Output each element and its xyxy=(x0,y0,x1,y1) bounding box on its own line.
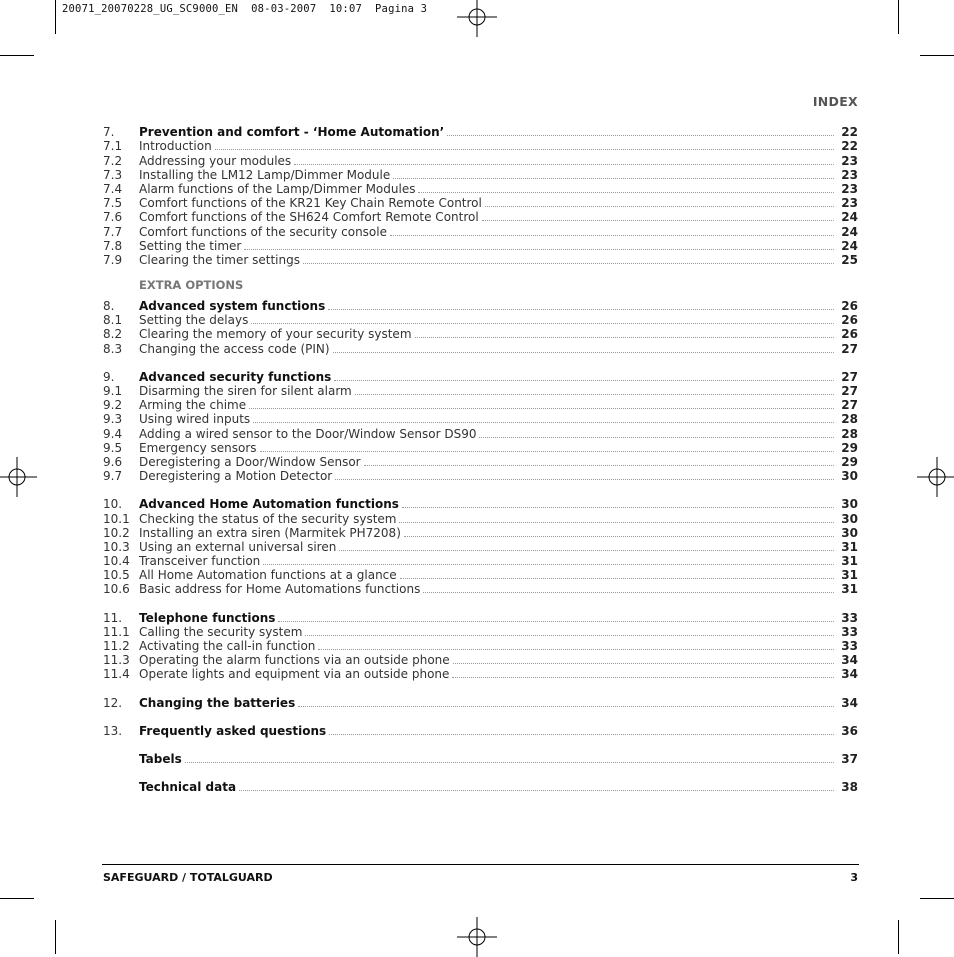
toc-page-number: 34 xyxy=(841,695,858,710)
toc-page-number: 36 xyxy=(841,723,858,738)
toc-leader xyxy=(329,734,834,735)
section-label-extra-options: EXTRA OPTIONS xyxy=(139,277,244,292)
toc-leader xyxy=(482,220,834,221)
toc-chapter-entry[interactable] xyxy=(103,610,858,624)
toc-leader xyxy=(485,206,834,207)
toc-page-number: 26 xyxy=(841,313,858,328)
toc-leader xyxy=(244,249,834,250)
toc-leader xyxy=(305,635,834,636)
toc-title: Introduction xyxy=(139,139,212,154)
toc-page-number: 23 xyxy=(841,167,858,182)
toc-number: 11. xyxy=(103,610,123,625)
toc-page-number: 24 xyxy=(841,210,858,225)
toc-title: Addressing your modules xyxy=(139,153,292,168)
toc-number: 11.4 xyxy=(103,667,130,682)
toc-number: 10.2 xyxy=(103,525,130,540)
crop-mark xyxy=(0,898,34,899)
toc-title: Telephone functions xyxy=(139,610,276,625)
toc-title: Comfort functions of the KR21 Key Chain Remote Control xyxy=(139,196,482,211)
group-spacer xyxy=(103,596,858,610)
toc-title: All Home Automation functions at a glance xyxy=(139,568,397,583)
footer-divider xyxy=(102,864,859,865)
toc-leader xyxy=(278,621,834,622)
toc-title: Installing the LM12 Lamp/Dimmer Module xyxy=(139,167,391,182)
toc-page-number: 24 xyxy=(841,224,858,239)
toc-entry[interactable] xyxy=(103,384,858,398)
toc-title: Frequently asked questions xyxy=(139,723,327,738)
toc-entry[interactable] xyxy=(103,224,858,238)
toc-number: 9.5 xyxy=(103,440,123,455)
page-title: INDEX xyxy=(812,94,858,109)
toc-leader xyxy=(415,337,834,338)
group-spacer xyxy=(103,710,858,724)
toc-page-number: 31 xyxy=(841,554,858,569)
toc-title: Advanced security functions xyxy=(139,369,332,384)
toc-page-number: 30 xyxy=(841,525,858,540)
toc-page-number: 33 xyxy=(841,624,858,639)
toc-leader xyxy=(260,451,834,452)
group-spacer xyxy=(103,483,858,497)
toc-leader xyxy=(364,465,834,466)
toc-title: Advanced Home Automation functions xyxy=(139,497,399,512)
toc-chapter-entry[interactable] xyxy=(103,125,858,139)
toc-number: 7.2 xyxy=(103,153,123,168)
toc-entry[interactable] xyxy=(103,526,858,540)
group-spacer xyxy=(103,766,858,780)
toc-title: Setting the timer xyxy=(139,238,242,253)
toc-leader xyxy=(452,677,834,678)
toc-entry[interactable] xyxy=(103,667,858,681)
toc-entry[interactable] xyxy=(103,398,858,412)
footer-brand: SAFEGUARD / TOTALGUARD xyxy=(103,871,273,884)
toc-page-number: 27 xyxy=(841,341,858,356)
crop-mark xyxy=(920,55,954,56)
toc-number: 10.6 xyxy=(103,582,130,597)
toc-title: Changing the access code (PIN) xyxy=(139,341,330,356)
toc-leader xyxy=(185,762,834,763)
toc-page-number: 26 xyxy=(841,299,858,314)
toc-page-number: 29 xyxy=(841,440,858,455)
crop-mark xyxy=(898,920,899,954)
toc-page-number: 22 xyxy=(841,139,858,154)
crop-mark xyxy=(920,898,954,899)
toc-number: 7.4 xyxy=(103,181,123,196)
toc-page-number: 23 xyxy=(841,153,858,168)
toc-leader xyxy=(399,522,834,523)
toc-title: Deregistering a Motion Detector xyxy=(139,469,333,484)
toc-leader xyxy=(303,263,834,264)
toc-leader xyxy=(479,437,834,438)
toc-number: 7.7 xyxy=(103,224,123,239)
toc-title: Comfort functions of the security console xyxy=(139,224,387,239)
toc-page-number: 27 xyxy=(841,369,858,384)
toc-page-number: 23 xyxy=(841,196,858,211)
toc-entry[interactable] xyxy=(103,426,858,440)
toc-page-number: 29 xyxy=(841,454,858,469)
toc-page-number: 22 xyxy=(841,125,858,140)
toc-number: 8.3 xyxy=(103,341,123,356)
toc-entry[interactable] xyxy=(103,469,858,483)
toc-number: 8.2 xyxy=(103,327,123,342)
toc-page-number: 31 xyxy=(841,539,858,554)
toc-number: 9.1 xyxy=(103,384,123,398)
toc-title: Emergency sensors xyxy=(139,440,257,455)
toc-leader xyxy=(298,706,834,707)
toc-leader xyxy=(249,408,834,409)
toc-page-number: 30 xyxy=(841,469,858,484)
toc-title: Calling the security system xyxy=(139,624,303,639)
toc-number: 9.7 xyxy=(103,469,123,484)
toc-chapter-entry[interactable] xyxy=(103,370,858,384)
toc-leader xyxy=(404,536,834,537)
toc-title: Checking the status of the security system xyxy=(139,511,397,526)
toc-title: Disarming the siren for silent alarm xyxy=(139,384,352,398)
toc-leader xyxy=(447,135,834,136)
toc-chapter-entry[interactable] xyxy=(103,299,858,313)
toc-title: Tabels xyxy=(139,751,182,766)
toc-title: Changing the batteries xyxy=(139,695,296,710)
toc-leader xyxy=(215,149,834,150)
crop-mark xyxy=(55,0,56,34)
toc-title: Using wired inputs xyxy=(139,412,251,427)
toc-number: 9.6 xyxy=(103,454,123,469)
toc-chapter-entry[interactable] xyxy=(103,724,858,738)
toc-number: 10. xyxy=(103,497,123,512)
footer-page-number: 3 xyxy=(850,871,858,884)
toc-leader xyxy=(263,564,834,565)
toc-number: 13. xyxy=(103,723,123,738)
toc-page-number: 34 xyxy=(841,653,858,668)
toc-number: 7.9 xyxy=(103,252,123,267)
toc-title: Installing an extra siren (Marmitek PH7208) xyxy=(139,525,401,540)
toc-page-number: 33 xyxy=(841,639,858,653)
toc-page-number: 38 xyxy=(841,780,858,795)
toc-title: Clearing the timer settings xyxy=(139,252,300,267)
toc-title: Basic address for Home Automations functions xyxy=(139,582,421,597)
toc-number: 10.4 xyxy=(103,554,130,569)
toc-entry[interactable] xyxy=(103,441,858,455)
toc-page-number: 37 xyxy=(841,751,858,766)
toc-number: 7.3 xyxy=(103,167,123,182)
toc-number: 8. xyxy=(103,299,115,314)
toc-entry[interactable] xyxy=(103,582,858,596)
toc-number: 7.5 xyxy=(103,196,123,211)
toc-leader xyxy=(400,578,834,579)
toc-chapter-entry[interactable] xyxy=(103,695,858,709)
toc-number: 9.4 xyxy=(103,426,123,441)
group-spacer xyxy=(103,356,858,370)
toc-title: Alarm functions of the Lamp/Dimmer Modules xyxy=(139,181,416,196)
toc-leader xyxy=(253,422,834,423)
toc-number: 7. xyxy=(103,125,115,140)
crop-mark xyxy=(55,920,56,954)
toc-page-number: 34 xyxy=(841,667,858,682)
toc-page-number: 31 xyxy=(841,582,858,597)
toc-title: Setting the delays xyxy=(139,313,249,328)
toc-entry[interactable] xyxy=(103,139,858,153)
toc-entry[interactable] xyxy=(103,568,858,582)
toc-entry[interactable] xyxy=(103,168,858,182)
group-spacer xyxy=(103,681,858,695)
toc-leader xyxy=(390,235,834,236)
toc-entry[interactable] xyxy=(103,210,858,224)
toc-leader xyxy=(335,479,834,480)
toc-number: 11.1 xyxy=(103,624,130,639)
toc-leader xyxy=(355,394,834,395)
toc-number: 10.3 xyxy=(103,539,130,554)
toc-chapter-entry[interactable] xyxy=(103,780,858,794)
toc-entry[interactable] xyxy=(103,182,858,196)
toc-entry[interactable] xyxy=(103,412,858,426)
toc-entry[interactable] xyxy=(103,540,858,554)
toc-leader xyxy=(339,550,834,551)
toc-number: 9.2 xyxy=(103,398,123,413)
toc-leader xyxy=(239,790,834,791)
toc-page-number: 28 xyxy=(841,412,858,427)
toc-leader xyxy=(333,352,834,353)
toc-title: Comfort functions of the SH624 Comfort Remote Control xyxy=(139,210,479,225)
toc-entry[interactable] xyxy=(103,625,858,639)
registration-mark-icon xyxy=(917,457,954,497)
toc-title: Operate lights and equipment via an outside phone xyxy=(139,667,450,682)
crop-mark xyxy=(0,55,34,56)
toc-number: 8.1 xyxy=(103,313,123,328)
registration-mark-icon xyxy=(457,0,497,37)
toc-entry[interactable] xyxy=(103,511,858,525)
toc-leader xyxy=(294,164,834,165)
toc-title: Adding a wired sensor to the Door/Window Sensor DS90 xyxy=(139,426,477,441)
toc-entry[interactable] xyxy=(103,196,858,210)
toc-number: 7.1 xyxy=(103,139,123,154)
toc-entry[interactable] xyxy=(103,239,858,253)
toc-page-number: 31 xyxy=(841,568,858,583)
toc-entry[interactable] xyxy=(103,653,858,667)
toc-entry[interactable] xyxy=(103,153,858,167)
toc-entry[interactable] xyxy=(103,455,858,469)
toc-title: Operating the alarm functions via an outside phone xyxy=(139,653,450,668)
toc-number: 10.5 xyxy=(103,568,130,583)
toc-leader xyxy=(334,380,834,381)
toc-number: 11.2 xyxy=(103,639,130,653)
table-of-contents xyxy=(103,125,858,794)
toc-leader xyxy=(318,649,834,650)
toc-page-number: 23 xyxy=(841,181,858,196)
toc-entry[interactable] xyxy=(103,253,858,267)
toc-entry[interactable] xyxy=(103,639,858,653)
toc-leader xyxy=(423,592,834,593)
toc-title: Clearing the memory of your security system xyxy=(139,327,412,342)
toc-title: Activating the call-in function xyxy=(139,639,316,653)
toc-title: Using an external universal siren xyxy=(139,539,337,554)
print-slug: 20071_20070228_UG_SC9000_EN 08-03-2007 10:07 Pagina 3 xyxy=(62,3,428,15)
toc-title: Advanced system functions xyxy=(139,299,326,314)
toc-number: 7.6 xyxy=(103,210,123,225)
toc-leader xyxy=(418,192,834,193)
toc-page-number: 30 xyxy=(841,511,858,526)
toc-number: 12. xyxy=(103,695,123,710)
crop-mark xyxy=(898,0,899,34)
toc-page-number: 27 xyxy=(841,384,858,398)
toc-title: Technical data xyxy=(139,780,237,795)
toc-number: 7.8 xyxy=(103,238,123,253)
toc-number: 11.3 xyxy=(103,653,130,668)
toc-chapter-entry[interactable] xyxy=(103,497,858,511)
toc-leader xyxy=(328,309,834,310)
toc-entry[interactable] xyxy=(103,341,858,355)
toc-page-number: 27 xyxy=(841,398,858,413)
toc-number: 9. xyxy=(103,369,115,384)
toc-page-number: 28 xyxy=(841,426,858,441)
toc-number: 10.1 xyxy=(103,511,130,526)
toc-entry[interactable] xyxy=(103,554,858,568)
toc-leader xyxy=(251,323,834,324)
toc-title: Deregistering a Door/Window Sensor xyxy=(139,454,361,469)
toc-title: Arming the chime xyxy=(139,398,247,413)
toc-leader xyxy=(453,663,834,664)
toc-page-number: 25 xyxy=(841,252,858,267)
toc-page-number: 33 xyxy=(841,610,858,625)
toc-page-number: 26 xyxy=(841,327,858,342)
toc-entry[interactable] xyxy=(103,327,858,341)
toc-page-number: 30 xyxy=(841,497,858,512)
toc-title: Transceiver function xyxy=(139,554,261,569)
toc-number: 9.3 xyxy=(103,412,123,427)
toc-entry[interactable] xyxy=(103,313,858,327)
registration-mark-icon xyxy=(0,457,37,497)
group-spacer xyxy=(103,738,858,752)
toc-leader xyxy=(393,178,834,179)
toc-leader xyxy=(402,507,834,508)
toc-page-number: 24 xyxy=(841,238,858,253)
registration-mark-icon xyxy=(457,917,497,957)
toc-title: Prevention and comfort - ‘Home Automation’ xyxy=(139,125,445,140)
toc-chapter-entry[interactable] xyxy=(103,752,858,766)
